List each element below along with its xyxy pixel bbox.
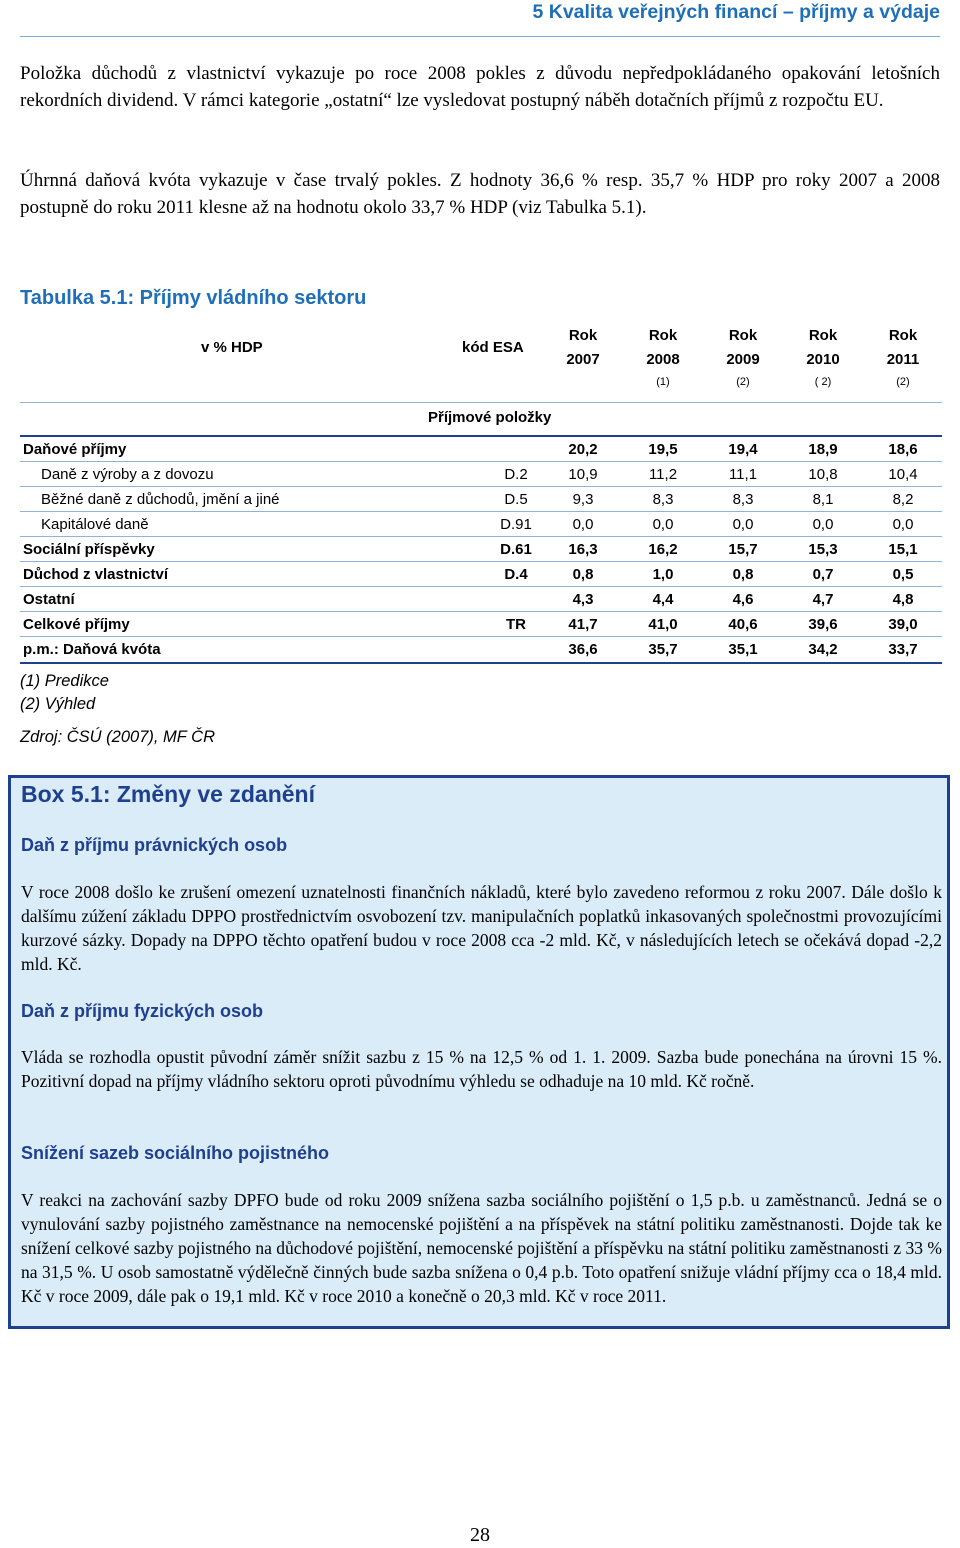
row-value: 8,2 bbox=[892, 491, 914, 508]
row-value: 0,5 bbox=[892, 566, 914, 583]
row-value: 40,6 bbox=[728, 616, 758, 633]
row-code: D.4 bbox=[504, 566, 528, 583]
row-value: 16,2 bbox=[648, 541, 678, 558]
row-label: p.m.: Daňová kvóta bbox=[23, 641, 161, 658]
column-header-note: (2) bbox=[736, 376, 750, 388]
table-note: (2) Výhled bbox=[20, 695, 96, 713]
row-value: 8,3 bbox=[732, 491, 754, 508]
box-section-text: V roce 2008 došlo ke zrušení omezení uznatelnosti finančních nákladů, které bylo zavedeno reformou z roku 2007. Dále došlo k dalšímu zúžení základu DPPO prostřednictvím osvobození tzv. manipulačních poplatků inkasovaných společnostmi provozujícími kurzové sázky. Dopady na DPPO těchto opatření budou v roce 2008 cca -2 mld. Kč, v následujících letech se očekává dopad -2,2 mld. Kč. bbox=[21, 882, 942, 974]
row-value: 4,8 bbox=[892, 591, 914, 608]
table-row bbox=[20, 486, 942, 512]
row-value: 15,7 bbox=[728, 541, 758, 558]
row-label: Sociální příspěvky bbox=[23, 541, 155, 558]
row-value: 16,3 bbox=[568, 541, 598, 558]
table-row bbox=[20, 461, 942, 487]
row-label: Celkové příjmy bbox=[23, 616, 130, 633]
row-value: 8,3 bbox=[652, 491, 674, 508]
code-label: kód ESA bbox=[462, 339, 524, 356]
row-label: Důchod z vlastnictví bbox=[23, 566, 169, 583]
column-header-note: (1) bbox=[656, 376, 670, 388]
row-value: 34,2 bbox=[808, 641, 838, 658]
row-code: D.5 bbox=[504, 491, 528, 508]
table-row bbox=[20, 437, 942, 462]
table-row bbox=[20, 611, 942, 637]
column-header-rok: Rok bbox=[648, 327, 678, 344]
row-value: 10,4 bbox=[888, 466, 918, 483]
row-label: Běžné daně z důchodů, jmění a jiné bbox=[41, 491, 280, 508]
header-rule bbox=[20, 36, 940, 37]
column-header-year: 2007 bbox=[566, 351, 600, 368]
row-value: 41,0 bbox=[648, 616, 678, 633]
page-number: 28 bbox=[470, 1524, 490, 1546]
page-header-title: 5 Kvalita veřejných financí – příjmy a výdaje bbox=[532, 1, 940, 23]
row-value: 10,9 bbox=[568, 466, 598, 483]
row-value: 20,2 bbox=[568, 441, 598, 458]
unit-label: v % HDP bbox=[201, 339, 263, 356]
row-value: 0,8 bbox=[572, 566, 594, 583]
row-value: 9,3 bbox=[572, 491, 594, 508]
row-value: 35,1 bbox=[728, 641, 758, 658]
row-value: 4,4 bbox=[652, 591, 674, 608]
row-value: 0,0 bbox=[892, 516, 914, 533]
box-section-heading: Daň z příjmu právnických osob bbox=[21, 835, 288, 855]
row-value: 0,0 bbox=[812, 516, 834, 533]
box-section-heading: Daň z příjmu fyzických osob bbox=[21, 1001, 264, 1021]
column-header-year: 2011 bbox=[886, 351, 920, 368]
row-value: 4,6 bbox=[732, 591, 754, 608]
row-value: 18,6 bbox=[888, 441, 918, 458]
row-value: 11,1 bbox=[728, 466, 758, 483]
row-label: Ostatní bbox=[23, 591, 75, 608]
paragraph: Položka důchodů z vlastnictví vykazuje po roce 2008 pokles z důvodu nepředpokládaného opakování letošních rekordních dividend. V rámci kategorie „ostatní“ lze vysledovat postupný náběh dotačních příjmů z rozpočtu EU. bbox=[20, 63, 940, 111]
row-value: 39,0 bbox=[888, 616, 918, 633]
row-value: 15,3 bbox=[808, 541, 838, 558]
section-label: Příjmové položky bbox=[428, 409, 552, 426]
column-header-rok: Rok bbox=[568, 327, 598, 344]
tax-changes-box bbox=[8, 775, 950, 1329]
row-value: 0,7 bbox=[812, 566, 834, 583]
table-row bbox=[20, 586, 942, 612]
row-value: 1,0 bbox=[652, 566, 674, 583]
column-header-year: 2009 bbox=[726, 351, 760, 368]
row-value: 19,5 bbox=[648, 441, 678, 458]
column-header-rok: Rok bbox=[888, 327, 918, 344]
column-header-rok: Rok bbox=[808, 327, 838, 344]
row-value: 11,2 bbox=[648, 466, 678, 483]
row-value: 39,6 bbox=[808, 616, 838, 633]
row-code: D.61 bbox=[500, 541, 532, 558]
row-value: 36,6 bbox=[568, 641, 598, 658]
table-row bbox=[20, 636, 942, 664]
row-value: 10,8 bbox=[808, 466, 838, 483]
row-label: Kapitálové daně bbox=[41, 516, 149, 533]
row-value: 8,1 bbox=[812, 491, 834, 508]
table-row bbox=[20, 561, 942, 587]
row-code: D.91 bbox=[500, 516, 532, 533]
table-source: Zdroj: ČSÚ (2007), MF ČR bbox=[20, 728, 215, 746]
table-row bbox=[20, 536, 942, 562]
row-value: 4,3 bbox=[572, 591, 594, 608]
row-label: Daňové příjmy bbox=[23, 441, 127, 458]
table-rule bbox=[20, 402, 942, 403]
row-value: 0,0 bbox=[652, 516, 674, 533]
table-note: (1) Predikce bbox=[20, 672, 109, 690]
box-section-text: Vláda se rozhodla opustit původní záměr snížit sazbu z 15 % na 12,5 % od 1. 1. 2009. Sazba bude ponechána na úrovni 15 %. Pozitivní dopad na příjmy vládního sektoru oproti původnímu výhledu se odhaduje na 10 mld. Kč ročně. bbox=[21, 1047, 942, 1091]
column-header-2010 bbox=[793, 324, 853, 392]
table-row bbox=[20, 511, 942, 537]
row-label: Daně z výroby a z dovozu bbox=[41, 466, 214, 483]
row-value: 41,7 bbox=[568, 616, 598, 633]
box-section-heading: Snížení sazeb sociálního pojistného bbox=[21, 1143, 330, 1163]
row-value: 33,7 bbox=[888, 641, 918, 658]
row-value: 35,7 bbox=[648, 641, 678, 658]
row-value: 0,0 bbox=[572, 516, 594, 533]
column-header-year: 2010 bbox=[806, 351, 840, 368]
row-code: D.2 bbox=[504, 466, 528, 483]
row-code: TR bbox=[506, 616, 526, 633]
column-header-2007 bbox=[553, 324, 613, 372]
column-header-note: (2) bbox=[896, 376, 910, 388]
row-value: 15,1 bbox=[888, 541, 918, 558]
column-header-2011 bbox=[873, 324, 933, 392]
row-value: 4,7 bbox=[812, 591, 834, 608]
column-header-2008 bbox=[633, 324, 693, 392]
column-header-year: 2008 bbox=[646, 351, 680, 368]
paragraph: Úhrnná daňová kvóta vykazuje v čase trvalý pokles. Z hodnoty 36,6 % resp. 35,7 % HDP pro roky 2007 a 2008 postupně do roku 2011 klesne až na hodnotu okolo 33,7 % HDP (viz Tabulka 5.1). bbox=[20, 170, 940, 218]
row-value: 0,0 bbox=[732, 516, 754, 533]
box-section-text: V reakci na zachování sazby DPFO bude od roku 2009 snížena sazba sociálního pojištění o 1,5 p.b. u zaměstnanců. Jedná se o vynulování sazby pojistného zaměstnance na nemocenské pojištění a na příspěvek na státní politiku zaměstnanosti. Dojde tak ke snížení celkové sazby pojistného na důchodové pojištění, nemocenské pojištění a příspěvku na státní politiku zaměstnanosti z 33 % na 31,5 %. U osob samostatně výdělečně činných bude sazba snížena o 0,4 p.b. Toto opatření snižuje vládní příjmy cca o 18,4 mld. Kč v roce 2009, dále pak o 19,1 mld. Kč v roce 2010 a konečně o 20,3 mld. Kč v roce 2011. bbox=[21, 1190, 942, 1306]
row-value: 19,4 bbox=[728, 441, 758, 458]
box-title: Box 5.1: Změny ve zdanění bbox=[21, 781, 315, 807]
row-value: 18,9 bbox=[808, 441, 838, 458]
column-header-2009 bbox=[713, 324, 773, 392]
row-value: 0,8 bbox=[732, 566, 754, 583]
column-header-rok: Rok bbox=[728, 327, 758, 344]
column-header-note: ( 2) bbox=[814, 376, 832, 388]
table-title: Tabulka 5.1: Příjmy vládního sektoru bbox=[20, 287, 367, 309]
